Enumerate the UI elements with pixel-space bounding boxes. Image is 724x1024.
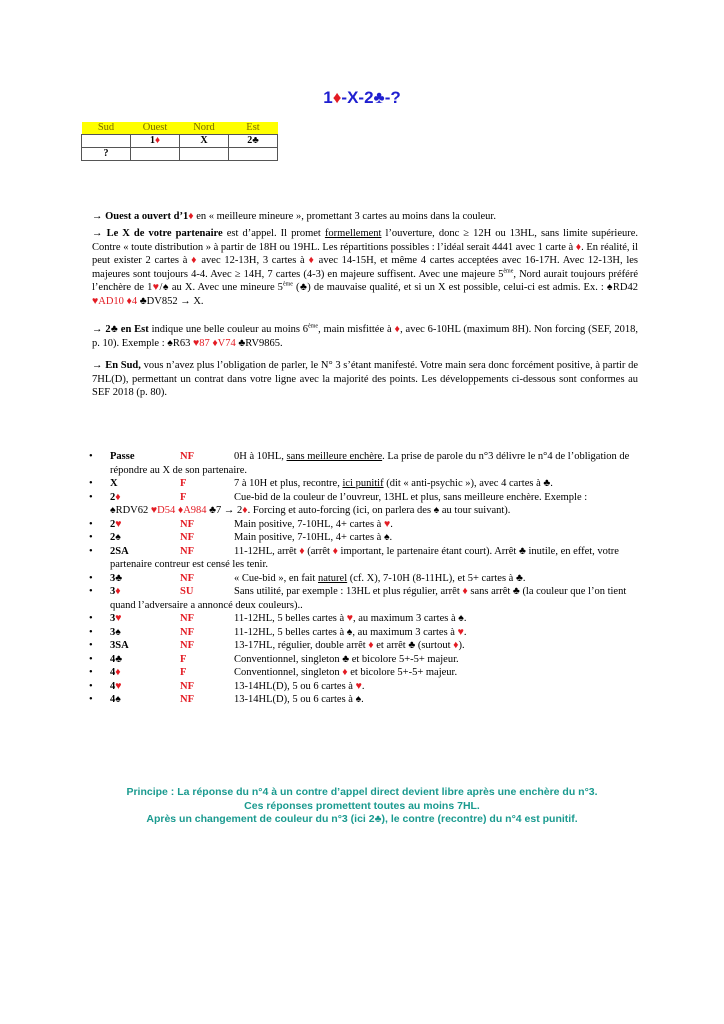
- bid-flag: NF: [180, 518, 194, 530]
- example-diamonds: 4: [131, 295, 140, 307]
- bullet-icon: •: [89, 451, 93, 462]
- list-item: [89, 491, 640, 518]
- club-icon: ♣: [252, 135, 259, 146]
- bullet-icon: •: [89, 532, 93, 543]
- bid-code: 3♠: [110, 626, 121, 638]
- text: , main misfittée à: [318, 324, 395, 335]
- bullet-icon: •: [89, 626, 93, 638]
- superscript: ème: [282, 281, 293, 288]
- list-item: [89, 666, 640, 680]
- bullet-icon: •: [89, 586, 93, 597]
- list-item: [89, 693, 640, 707]
- principle-line: Principe : La réponse du n°4 à un contre d’appel direct devient libre après une enchère du n°3.: [126, 786, 598, 798]
- bid-code: 4♣: [110, 653, 123, 665]
- arrow-icon: →: [92, 360, 103, 371]
- bid-flag: F: [180, 667, 187, 678]
- bullet-icon: •: [89, 667, 93, 678]
- text: . En réalité, il peut exister 2 cartes à: [92, 241, 638, 266]
- bid-flag: NF: [180, 626, 194, 638]
- diamond-icon: ♦: [177, 505, 184, 516]
- bid-flag: NF: [180, 451, 194, 462]
- bid-description: Main positive, 7-10HL, 4+ cartes à ♥.: [234, 518, 393, 530]
- example-clubs: DV852 → X.: [146, 295, 204, 307]
- arrow-icon: →: [92, 211, 103, 222]
- bid-description: 11-12HL, 5 belles cartes à ♥, au maximum 3 cartes à ♠.: [234, 613, 467, 624]
- list-item: [89, 626, 640, 640]
- list-item: [89, 518, 640, 532]
- text: /: [159, 282, 163, 293]
- bid-list: [89, 450, 640, 707]
- diamond-icon: ♦: [154, 135, 161, 146]
- bid-code: X: [110, 478, 118, 489]
- diamond-icon: ♦: [242, 505, 248, 516]
- bid-cell: X: [180, 135, 229, 148]
- bidding-table: [81, 122, 278, 161]
- heart-icon: ♥: [115, 680, 122, 692]
- diamond-icon: ♦: [394, 324, 401, 335]
- title-part: -X-2: [341, 88, 374, 107]
- diamond-icon: ♦: [332, 88, 342, 107]
- bid-flag: F: [180, 478, 187, 489]
- bid-description: 13-14HL(D), 5 ou 6 cartes à ♠.: [234, 694, 364, 705]
- list-item: [89, 612, 640, 626]
- example-diamonds: V74: [217, 337, 239, 349]
- paragraph-opening: [92, 210, 638, 224]
- heart-icon: ♥: [92, 295, 99, 307]
- bid-description: « Cue-bid », en fait naturel (cf. X), 7-10H (8-11HL), et 5+ cartes à ♣.: [234, 572, 526, 584]
- bid-flag: NF: [180, 640, 194, 651]
- club-icon: ♣: [115, 653, 123, 665]
- spade-icon: ♠: [162, 282, 169, 293]
- spade-icon: ♠: [110, 505, 116, 516]
- bullet-icon: •: [89, 491, 93, 503]
- bidding-row: [82, 148, 278, 161]
- heart-icon: ♥: [457, 626, 464, 638]
- bid-flag: NF: [180, 680, 194, 692]
- bid-description: Conventionnel, singleton ♦ et bicolore 5+-5+ majeur.: [234, 667, 458, 678]
- bid-description: 13-14HL(D), 5 ou 6 cartes à ♥.: [234, 680, 365, 692]
- bid-code: 2♥: [110, 518, 122, 530]
- bid-code: 4♦: [110, 667, 121, 678]
- heart-icon: ♥: [355, 680, 362, 692]
- heart-icon: ♥: [192, 337, 200, 349]
- bid-flag: NF: [180, 694, 194, 705]
- bid-code: 2♦: [110, 491, 121, 503]
- bid-description: 7 à 10H et plus, recontre, ici punitif (dit « anti-psychic »), avec 4 cartes à ♣.: [234, 478, 553, 489]
- bullet-icon: •: [89, 613, 93, 624]
- diamond-icon: ♦: [453, 640, 459, 651]
- bid-code: 3♣: [110, 572, 123, 584]
- bold-lead: 2♣ en Est: [105, 324, 149, 335]
- spade-icon: ♠: [167, 337, 173, 349]
- header-ouest: Ouest: [131, 122, 180, 135]
- bid-flag: NF: [180, 532, 194, 543]
- list-item: [89, 545, 640, 572]
- list-item: [89, 680, 640, 694]
- bid-description: Sans utilité, par exemple : 13HL et plus régulier, arrêt ♦ sans arrêt ♣ (la couleur que l’on tient quand l’adversaire a annoncé deux couleurs)..: [110, 586, 627, 611]
- bold-lead: Ouest a ouvert d’1: [105, 211, 189, 222]
- heart-icon: ♥: [152, 282, 160, 293]
- bid-description: Conventionnel, singleton ♣ et bicolore 5+-5+ majeur.: [234, 653, 459, 665]
- spade-icon: ♠: [115, 626, 121, 638]
- example-clubs: RV9865.: [245, 337, 283, 349]
- club-icon: ♣: [373, 88, 385, 107]
- diamond-icon: ♦: [115, 586, 121, 597]
- bid-cell: 1♦: [131, 135, 180, 148]
- principle-line: Ces réponses promettent toutes au moins 7HL.: [244, 799, 480, 812]
- text: en « meilleure mineure », promettant 3 cartes au moins dans la couleur.: [193, 211, 496, 222]
- bid-code: 3SA: [110, 640, 129, 651]
- bullet-icon: •: [89, 694, 93, 705]
- list-item: [89, 477, 640, 491]
- diamond-icon: ♦: [308, 255, 315, 266]
- text: avec 12-13H, 3 cartes à: [197, 255, 309, 266]
- bidding-row: [82, 135, 278, 148]
- text: indique une belle couleur au moins 6: [148, 324, 309, 335]
- bid-cell: [131, 148, 180, 161]
- text: , avec 6-10HL (maximum 8H). Non forcing (SEF, 2018, p. 10). Exemple :: [92, 324, 639, 349]
- diamond-icon: ♦: [191, 255, 198, 266]
- example-hearts: 87: [199, 337, 213, 349]
- bid-description: 13-17HL, régulier, double arrêt ♦ et arrêt ♣ (surtout ♦).: [234, 640, 465, 651]
- list-item: [89, 450, 640, 477]
- bid-flag: F: [180, 653, 187, 665]
- diamond-icon: ♦: [368, 640, 374, 651]
- bid-code: 2♠: [110, 532, 121, 543]
- bullet-icon: •: [89, 680, 93, 692]
- header-sud: Sud: [82, 122, 131, 135]
- header-nord: Nord: [180, 122, 229, 135]
- text: l’ouverture, donc ≥ 12H ou 13HL, sans limite supérieure. Contre « toute distribution » à partir de 18H ou 19HL. Les répartitions possibles : l’idéal serait 4441 avec 1 carte à: [92, 228, 639, 253]
- bullet-icon: •: [89, 518, 93, 530]
- paragraph-east: [92, 323, 638, 350]
- bid-code: 4♥: [110, 680, 122, 692]
- bid-cell: 2♣: [229, 135, 278, 148]
- list-item: [89, 653, 640, 667]
- diamond-icon: ♦: [332, 545, 338, 557]
- page-title: [0, 88, 724, 108]
- example-hearts: AD10: [98, 295, 127, 307]
- bid-code: 3♥: [110, 613, 122, 624]
- bold-lead: Le X de votre partenaire: [106, 228, 223, 239]
- heart-icon: ♥: [383, 518, 391, 530]
- text: vous n’avez plus l’obligation de parler, le N° 3 s’étant manifesté. Votre main sera donc forcément positive, à partir de 7HL(D), permettant un contrat dans votre ligne avec la majorité des points. Les développements ci-dessous sont conformes au SEF 2018 (p. 80).: [92, 360, 639, 398]
- spade-icon: ♠: [115, 532, 121, 543]
- bid-flag: NF: [180, 613, 194, 624]
- principle-note: [0, 786, 724, 827]
- header-est: Est: [229, 122, 278, 135]
- list-item: [89, 639, 640, 653]
- title-part: 1: [323, 88, 333, 107]
- bid-description: 11-12HL, 5 belles cartes à ♠, au maximum 3 cartes à ♥.: [234, 626, 467, 638]
- paragraph-south: [92, 359, 638, 400]
- spade-icon: ♠: [115, 694, 121, 705]
- bullet-icon: •: [89, 640, 93, 651]
- bullet-icon: •: [89, 545, 93, 557]
- text: ) de mauvaise qualité, et si un X est possible, celui-ci est admis. Ex. :: [307, 282, 607, 293]
- bid-flag: NF: [180, 545, 194, 557]
- text: est d’appel. Il promet: [222, 228, 325, 239]
- bid-description: 0H à 10HL, sans meilleure enchère. La prise de parole du n°3 délivre le n°4 de l’obligation de répondre au X de son partenaire.: [110, 451, 630, 476]
- arrow-icon: →: [92, 228, 103, 239]
- text: au X. Avec une mineure 5: [168, 282, 283, 293]
- club-icon: ♣: [209, 505, 217, 516]
- bid-code: 2SA: [110, 545, 129, 557]
- superscript: ème: [503, 268, 514, 274]
- bid-cell: ?: [82, 148, 131, 161]
- text: (: [292, 282, 300, 293]
- list-item: [89, 572, 640, 586]
- bid-description: 11-12HL, arrêt ♦ (arrêt ♦ important, le partenaire étant court). Arrêt ♣ inutile, en effet, votre partenaire contreur est censé les tenir.: [110, 545, 619, 570]
- diamond-icon: ♦: [299, 545, 305, 557]
- bid-flag: F: [180, 491, 187, 503]
- diamond-icon: ♦: [115, 491, 121, 503]
- bid-flag: NF: [180, 572, 194, 584]
- heart-icon: ♥: [346, 613, 353, 624]
- diamond-icon: ♦: [342, 667, 348, 678]
- bid-code: 4♠: [110, 694, 121, 705]
- title-part: -?: [384, 88, 401, 107]
- example-spades: R63: [172, 337, 193, 349]
- bullet-icon: •: [89, 653, 93, 665]
- list-item: [89, 531, 640, 545]
- superscript: ème: [308, 323, 319, 330]
- bid-cell: [180, 148, 229, 161]
- diamond-icon: ♦: [126, 295, 132, 307]
- heart-icon: ♥: [115, 613, 122, 624]
- club-icon: ♣: [299, 282, 308, 293]
- bid-code: 3♦: [110, 586, 121, 597]
- bid-code: Passe: [110, 451, 135, 462]
- bid-cell: [229, 148, 278, 161]
- paragraph-double: [92, 227, 638, 308]
- text: , Nord aurait toujours préféré l’enchère de 1: [92, 268, 639, 293]
- list-item: [89, 585, 640, 612]
- bid-cell: [82, 135, 131, 148]
- bullet-icon: •: [89, 478, 93, 489]
- diamond-icon: ♦: [212, 337, 218, 349]
- diamond-icon: ♦: [115, 667, 121, 678]
- diamond-icon: ♦: [575, 241, 582, 253]
- club-icon: ♣: [115, 572, 123, 584]
- bidding-table-header: [82, 122, 278, 135]
- heart-icon: ♥: [150, 505, 158, 516]
- text: avec 14-15H, et même 4 cartes acceptées avec 16-17H. Avec 12-13H, les majeures sont toujours 4-4. Avec ≥ 14H, 7 cartes (4-3) en majeure suffisent. Avec une majeure 5: [92, 255, 639, 280]
- heart-icon: ♥: [115, 518, 122, 530]
- principle-line: Après un changement de couleur du n°3 (ici 2♣), le contre (recontre) du n°4 est punitif.: [146, 813, 578, 825]
- bold-lead: En Sud,: [105, 360, 141, 371]
- example-spades: RD42: [612, 282, 638, 293]
- underlined-text: formellement: [324, 228, 382, 239]
- bid-description: Main positive, 7-10HL, 4+ cartes à ♠.: [234, 532, 393, 543]
- arrow-icon: →: [92, 324, 103, 335]
- club-icon: ♣: [238, 337, 246, 349]
- diamond-icon: ♦: [188, 211, 194, 222]
- diamond-icon: ♦: [462, 586, 468, 597]
- club-icon: ♣: [139, 295, 147, 307]
- spade-icon: ♠: [606, 282, 613, 293]
- bid-flag: SU: [180, 586, 194, 597]
- bullet-icon: •: [89, 572, 93, 584]
- bid-description: Cue-bid de la couleur de l’ouvreur, 13HL et plus, sans meilleure enchère. Exemple : ♠RDV62 ♥D54 ♦A984 ♣7 → 2♦. Forcing et auto-forcing (ici, on parlera des ♠ au tour suivant).: [110, 491, 588, 516]
